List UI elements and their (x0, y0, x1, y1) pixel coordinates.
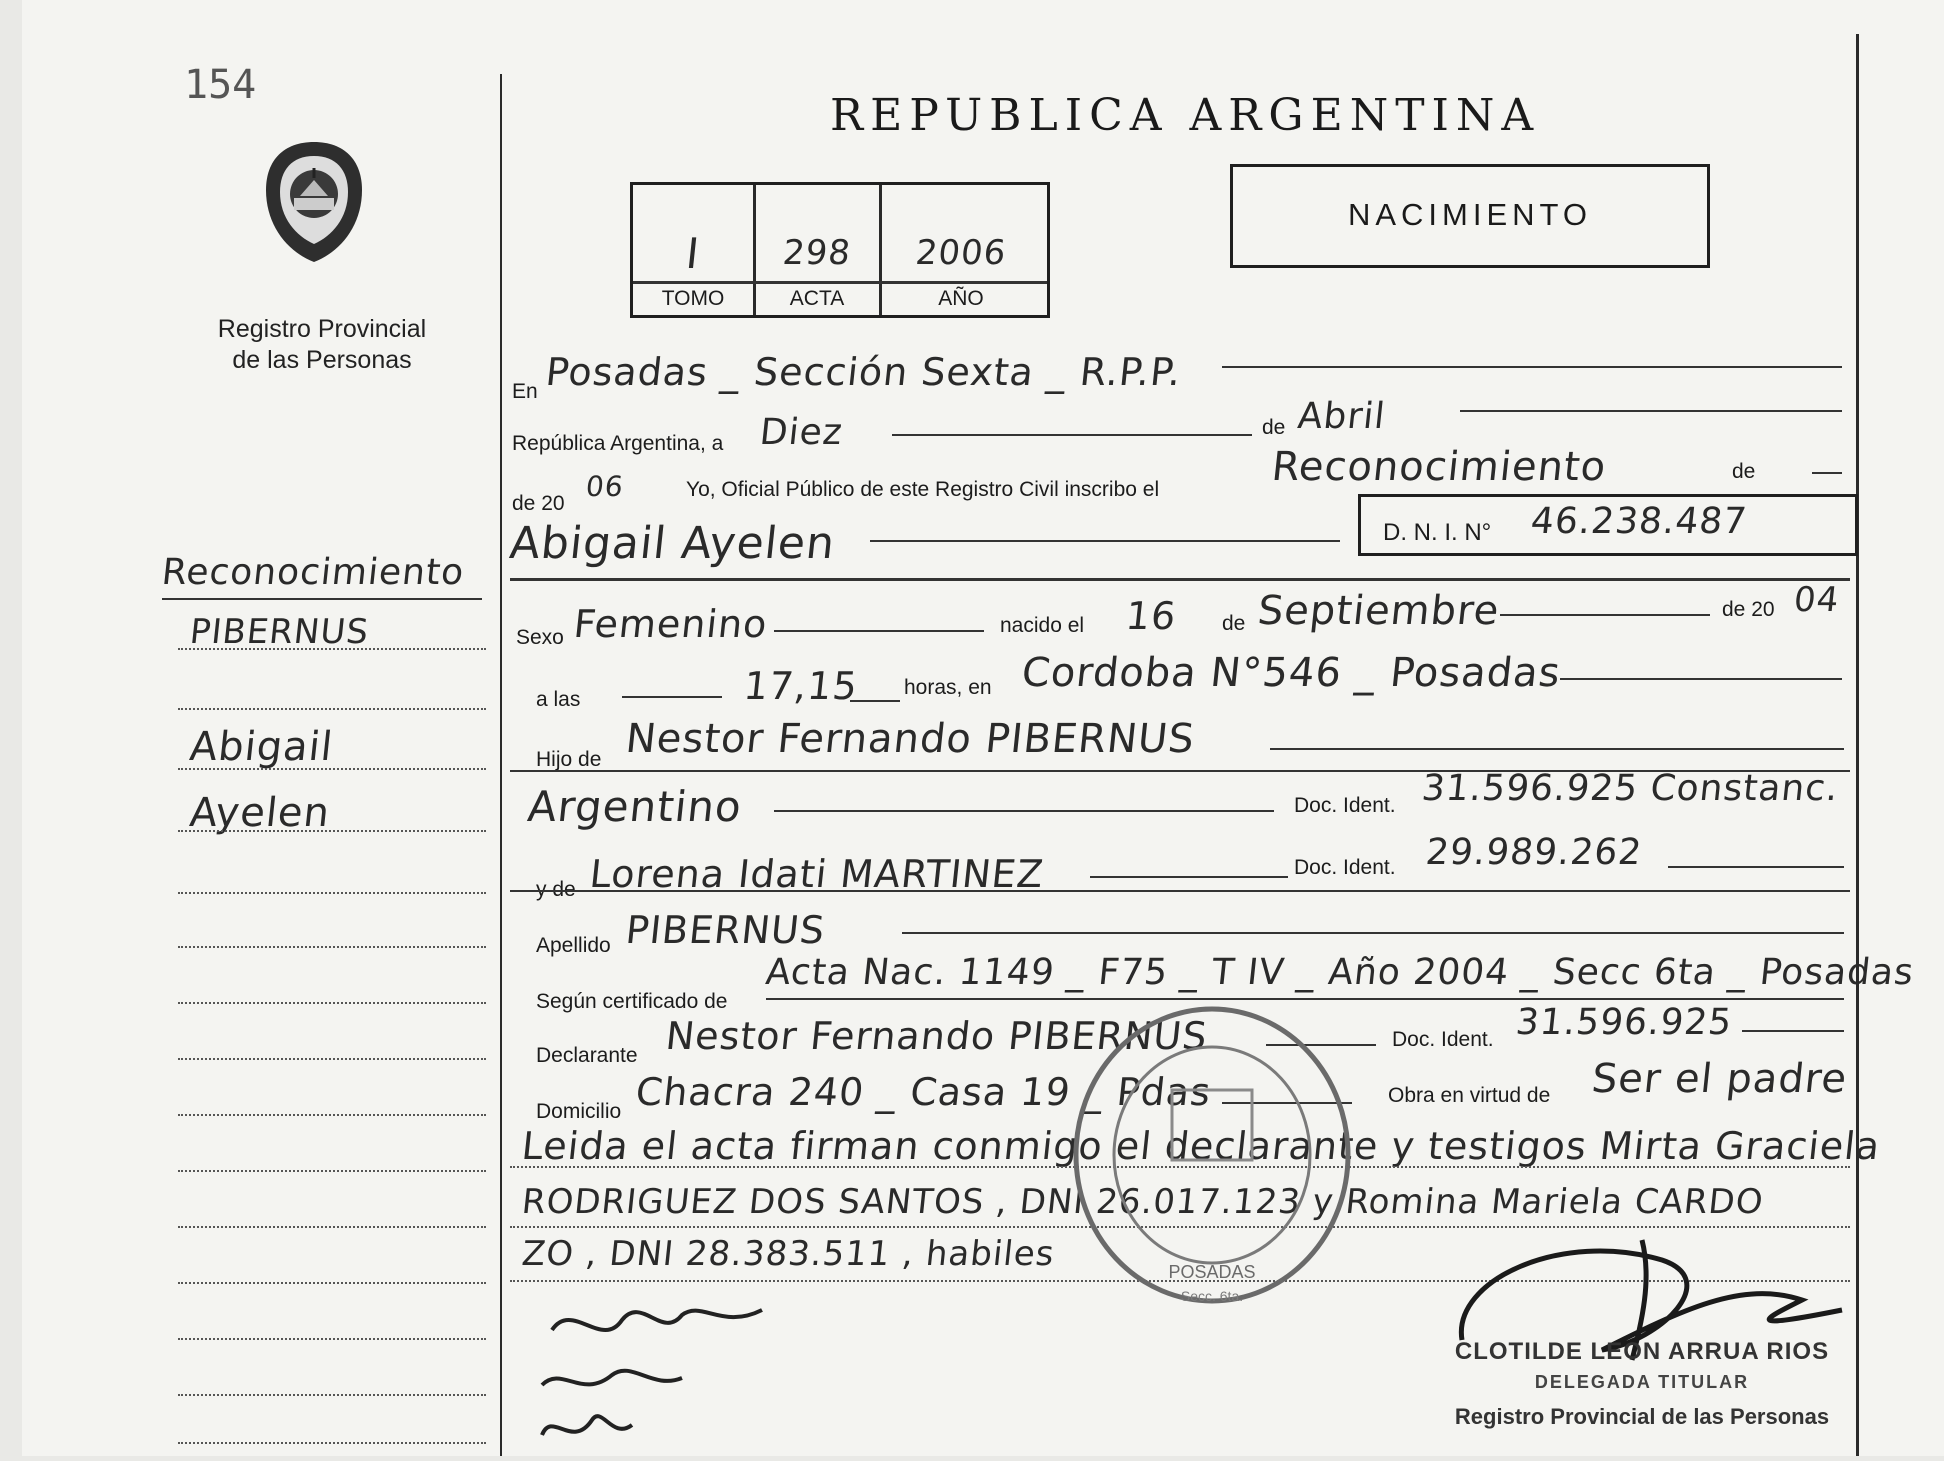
page-number: 154 (184, 62, 257, 108)
stamp-line-2: Secc. 6ta. (1180, 1288, 1244, 1304)
declarante-value: Nestor Fernando PIBERNUS (663, 1014, 1210, 1058)
blank-line (510, 890, 1850, 892)
alas-label: a las (536, 688, 581, 711)
witness-signatures (532, 1290, 792, 1456)
country-title: REPUBLICA ARGENTINA (830, 90, 1541, 141)
sexo-label: Sexo (516, 626, 564, 649)
official-title: DELEGADA TITULAR (1534, 1372, 1750, 1392)
nacido-anio: 04 (1791, 580, 1842, 620)
oficial-text: Yo, Oficial Público de este Registro Civil inscribo el (686, 478, 1160, 501)
obra-label: Obra en virtud de (1388, 1084, 1551, 1107)
margin-line (178, 1394, 486, 1396)
blank-line (774, 810, 1274, 812)
record-type-box (1230, 164, 1710, 268)
madre-doc: 29.989.262 (1423, 832, 1645, 873)
lugar-value: Cordoba N°546 _ Posadas (1019, 650, 1564, 696)
record-number-box (630, 182, 1050, 318)
anio-value: 06 (584, 470, 626, 503)
official-org: Registro Provincial de las Personas (1454, 1404, 1830, 1429)
blank-line (1812, 472, 1842, 474)
padre-nacionalidad: Argentino (525, 782, 745, 831)
texto-linea-1: Leida el acta firman conmigo el declarante y testigos Mirta Graciela (519, 1124, 1883, 1168)
declarante-label: Declarante (536, 1044, 638, 1067)
segun-label: Según certificado de (536, 990, 728, 1013)
margin-line (178, 946, 486, 948)
registry-line2: de las Personas (232, 346, 412, 374)
ano-value: 2006 (913, 233, 1009, 273)
dni-label: D. N. I. N° (1383, 519, 1492, 546)
doc-label: Doc. Ident. (1294, 794, 1396, 817)
record-type: NACIMIENTO (1347, 197, 1593, 232)
margin-line (178, 1114, 486, 1116)
domicilio-value: Chacra 240 _ Casa 19 _ Pdas (633, 1070, 1214, 1114)
blank-line (870, 540, 1340, 542)
declarante-doc: 31.596.925 (1513, 1002, 1735, 1043)
margin-line (178, 1170, 486, 1172)
stamp-line-1: POSADAS (1168, 1262, 1256, 1282)
de20-label-2: de 20 (1722, 598, 1775, 621)
margin-line (178, 1226, 486, 1228)
padre-value: Nestor Fernando PIBERNUS (623, 716, 1198, 762)
yde-label: y de (536, 878, 576, 901)
blank-line (1460, 410, 1842, 412)
margin-title-underline (162, 598, 482, 600)
acta-label: ACTA (789, 287, 845, 310)
margin-given-name-2: Ayelen (187, 790, 333, 836)
en-label: En (512, 380, 538, 403)
tomo-value: I (683, 229, 703, 278)
margin-line (178, 892, 486, 894)
sexo-value: Femenino (571, 602, 770, 646)
ano-label: AÑO (938, 287, 984, 310)
birth-certificate-page (22, 0, 1944, 1456)
doc-label-2: Doc. Ident. (1294, 856, 1396, 879)
hora-value: 17,15 (741, 664, 861, 708)
blank-line (1090, 876, 1288, 878)
box-divider-h (633, 281, 1047, 284)
margin-divider (500, 74, 502, 1456)
texto-linea-3: ZO , DNI 28.383.511 , habiles (519, 1234, 1057, 1274)
nacido-label: nacido el (1000, 614, 1085, 637)
registry-name (202, 314, 442, 376)
acto-value: Reconocimiento (1269, 444, 1609, 490)
obra-value: Ser el padre (1589, 1056, 1850, 1102)
registry-stamp (1062, 1000, 1362, 1310)
margin-line (178, 1058, 486, 1060)
margin-line (178, 1338, 486, 1340)
margin-line (178, 1002, 486, 1004)
section-divider (510, 578, 1850, 581)
nombre-value: Abigail Ayelen (507, 518, 838, 569)
blank-line (1222, 366, 1842, 368)
margin-line (178, 1442, 486, 1444)
mes-value: Abril (1295, 396, 1388, 437)
nacido-dia: 16 (1123, 594, 1179, 638)
blank-line (774, 630, 984, 632)
de-label-2: de (1732, 460, 1756, 483)
margin-title: Reconocimiento (159, 552, 467, 593)
domicilio-label: Domicilio (536, 1100, 622, 1123)
blank-line (850, 700, 900, 702)
de-label-3: de (1222, 612, 1246, 635)
margin-line (178, 768, 486, 770)
acta-value: 298 (780, 233, 854, 273)
blank-line (1270, 748, 1844, 750)
blank-line (1742, 1030, 1844, 1032)
dni-box (1358, 494, 1858, 556)
madre-value: Lorena Idati MARTINEZ (587, 852, 1047, 896)
de20-label: de 20 (512, 492, 565, 515)
margin-line (178, 648, 486, 650)
texto-linea-2: RODRIGUEZ DOS SANTOS , DNI 26.017.123 y Romina Mariela CARDO (519, 1182, 1766, 1222)
hijo-label: Hijo de (536, 748, 602, 771)
blank-line (892, 434, 1252, 436)
republica-label: República Argentina, a (512, 432, 724, 455)
dia-value: Diez (757, 412, 845, 453)
margin-line (178, 708, 486, 710)
blank-line (902, 932, 1844, 934)
blank-line (622, 696, 722, 698)
margin-given-name-1: Abigail (187, 724, 336, 770)
blank-line (1668, 866, 1844, 868)
apellido-value: PIBERNUS (623, 908, 828, 952)
tomo-label: TOMO (661, 287, 725, 310)
margin-line (178, 1282, 486, 1284)
doc-label-3: Doc. Ident. (1392, 1028, 1494, 1051)
de-label: de (1262, 416, 1286, 439)
horas-label: horas, en (904, 676, 992, 699)
apellido-label: Apellido (536, 934, 611, 957)
nacido-mes: Septiembre (1255, 588, 1502, 634)
padre-doc: 31.596.925 Constanc. (1419, 768, 1841, 809)
blank-line (1500, 614, 1710, 616)
blank-line (1560, 678, 1842, 680)
registry-line1: Registro Provincial (217, 315, 427, 343)
margin-line (178, 830, 486, 832)
margin-surname: PIBERNUS (187, 612, 371, 652)
provincial-seal-icon (260, 138, 368, 266)
dni-value: 46.238.487 (1528, 501, 1750, 542)
official-name: CLOTILDE LEON ARRUA RIOS (1454, 1338, 1830, 1365)
en-value: Posadas _ Sección Sexta _ R.P.P. (543, 350, 1184, 394)
segun-value: Acta Nac. 1149 _ F75 _ T IV _ Año 2004 _ Secc 6ta _ Posadas (763, 952, 1917, 993)
